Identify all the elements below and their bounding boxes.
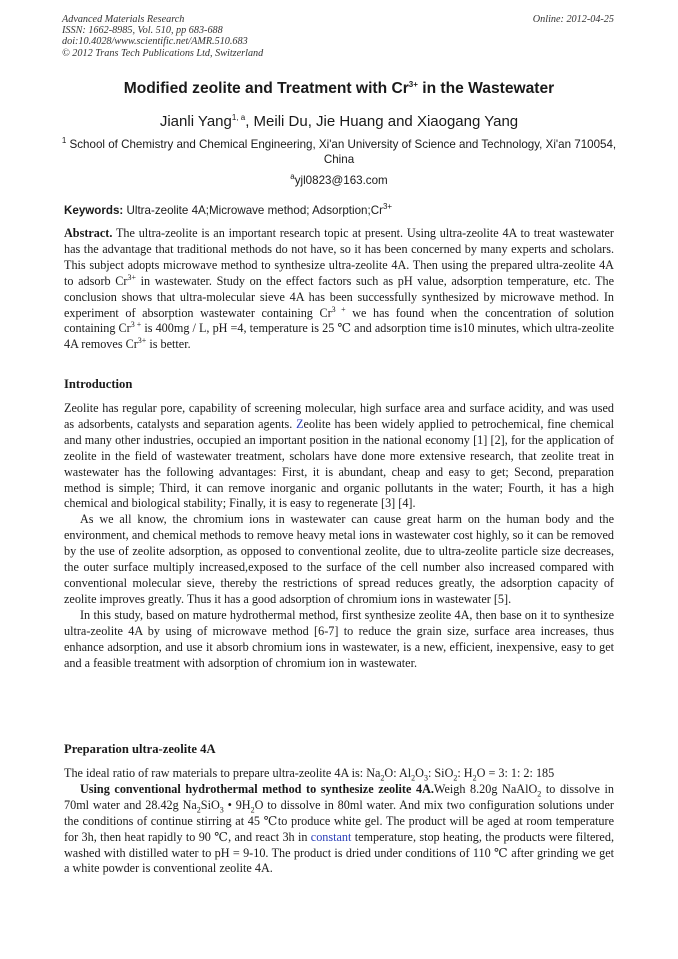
preparation-heading: Preparation ultra-zeolite 4A — [64, 742, 216, 756]
affiliation: $^1$ School of Chemistry and Chemical Engineering, Xi'an University of Science and Technology, Xi'an 710054, China — [61, 136, 617, 166]
preparation-body — [64, 766, 614, 877]
abstract-label: Abstract. — [64, 226, 113, 240]
keywords: Keywords: Ultra-zeolite 4A;Microwave method; $Adsorption;Cr^{3+}$ — [64, 202, 393, 217]
online-date: Online: 2012-04-25 — [532, 14, 614, 25]
journal-header — [62, 14, 263, 59]
abstract: Abstract. The ultra-zeolite is an important research topic at present. Using ultra-zeolite 4A to treat wastewater has the advantage that traditional methods do not have, so it has been concerned by many experts and scholars. This subject adopts microwave method to synthesize ultra-zeolite 4A. Then using the prepared ultra-zeolite 4A to adsorb $Cr^{3+}$ in wastewater. Study on the effect factors such as pH value, adsorption temperature, etc. The conclusion shows that ultra-molecular sieve 4A has been successfully synthesized by microwave method. In experiment of absorption wastewater containing $Cr^{3 +}$ we has found when the concentration of solution containing $Cr^{3 +}$ is 400mg / L, pH =4, temperature is 25 ℃ and adsorption time is10 minutes, which ultra-zeolite 4A removes $Cr^{3+}$ is better. — [64, 226, 615, 352]
introduction-heading: Introduction — [64, 377, 133, 391]
author-email[interactable]: $^a$yjl0823@163.com — [290, 172, 388, 187]
intro-paragraph-1: Zeolite has regular pore, capability of screening molecular, high surface area and surface acidity, and was used as adsorbents, catalysts and separation agents. Zeolite has been widely applied to petrochemical, fine chemical and many other industries, occupied an important position in the national economy [1] [2], for the application of zeolite in the field of wastewater treatment, scholars have done more extensive research, that zeolite treat in wastewater has the following advantages: First, it is abundant, cheap and easy to get; Second, preparation method is simple; Third, it can remove inorganic and organic pollutants in the water; Fourth, it has a high chemical and biological stability; Finally, it is easy to regenerate [3] [4]. — [64, 401, 614, 511]
hydrothermal-paragraph: Using conventional hydrothermal method to synthesize zeolite 4A.Weigh 8.20g NaAlO$_2$ to dissolve in 70ml water and 28.42g $Na_2SiO_3$ • $9H_2O$ to dissolve in 80ml water. And mix two configuration solutions under the conditions of continue stirring at 45 ℃to produce white gel. The product will be aged at room temperature for 3h, then heat rapidly to 90 ℃, and react 3h in constant temperature, stop heating, the products were filtered, washed with distilled water to pH = 9-10. The product is dried under conditions of 110 ℃ after grinding we get a white powder is conventional zeolite 4A. — [64, 781, 614, 876]
doi-line[interactable]: doi:10.4028/www.scientific.net/AMR.510.683 — [62, 36, 248, 48]
introduction-body — [64, 401, 614, 671]
keywords-label: Keywords: — [64, 204, 124, 217]
intro-paragraph-2: As we all know, the chromium ions in wastewater can cause great harm on the human body and the environment, and chemical methods to remove heavy metal ions in wastewater cost highly, so it can be removed by the use of zeolite adsorption, as opposed to conventional zeolite, due to ultra-zeolite particle size decreases, the outer surface multiply increased,exposed to the surface of the cell number also increased compared with conventional molecular sieve, thereby the restrictions of spread reduces greatly, the adsorption capacity of zeolite improves greatly. Thus it has a good adsorption of chromium ions in wastewater [5]. — [64, 512, 614, 606]
copyright-line: © 2012 Trans Tech Publications Ltd, Switzerland — [62, 47, 264, 59]
paper-title: Modified zeolite and Treatment with $Cr^{3+}$ in the Wastewater — [123, 79, 555, 97]
journal-name: Advanced Materials Research — [62, 14, 185, 25]
issn-line: ISSN: 1662-8985, Vol. 510, pp 683-688 — [62, 25, 223, 37]
intro-paragraph-3: In this study, based on mature hydrothermal method, first synthesize zeolite 4A, then base on it to synthesize ultra-zeolite 4A by using of microwave method [6-7] to reduce the grain size, surface area increases, thus enhance adsorption, and use it absorb chromium ions in wastewater, is a new, efficient, inexpensive, easy to get and a feasible treatment with adsorption of chromium ion in wastewater. — [64, 607, 614, 670]
ratio-line: The ideal ratio of raw materials to prepare ultra-zeolite 4A is: $Na_2O$: $Al_2O_3$: SiO$_2$: $H_2O = 3$: 1: 2: 185 — [64, 766, 555, 783]
author-list: Jianli Yang$^{1, a}$, Meili Du, Jie Huang and Xiaogang Yang — [159, 113, 519, 130]
